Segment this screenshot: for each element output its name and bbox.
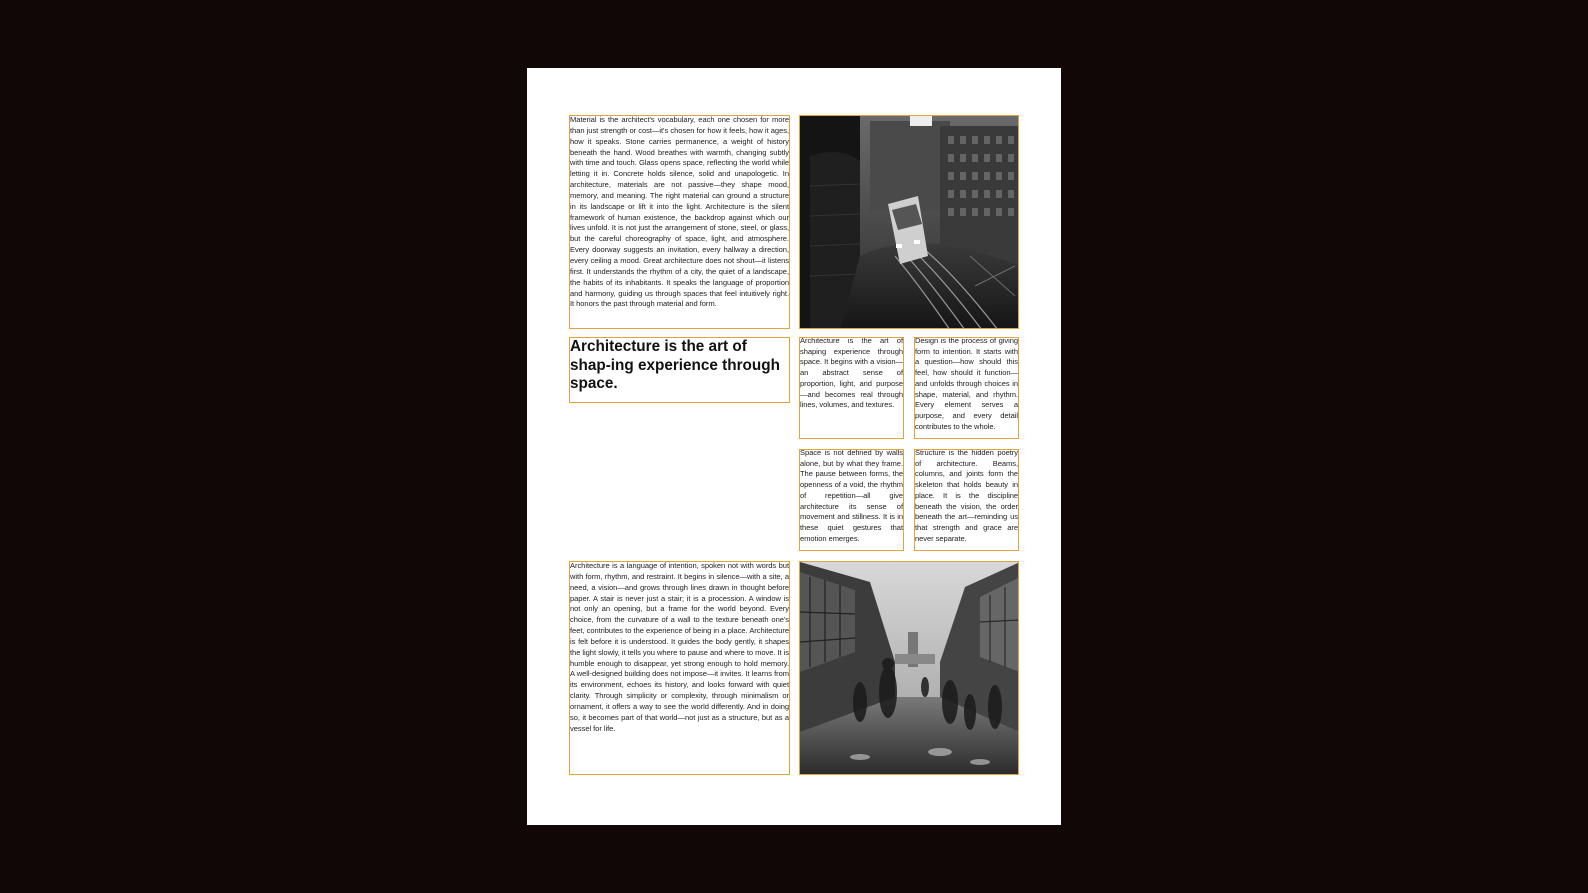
text-frame-material[interactable] — [569, 115, 790, 329]
text-frame-art[interactable] — [799, 337, 904, 439]
text-frame-space[interactable] — [799, 449, 904, 551]
structure-paragraph: Structure is the hidden poetry of architecture. Beams, columns, and joints form the skeleton that holds beauty in place. It is the discipline beneath the vision, the order beneath the art—reminding us that strength and grace are never separate. — [915, 449, 1018, 543]
material-paragraph: Material is the architect's vocabulary, each one chosen for more than just strength or cost—it's chosen for how it feels, how it ages, how it speaks. Stone carries permanence, a weight of history beneath the hand. Wood breathes with warmth, changing subtly with time and touch. Glass opens space, reflecting the world while letting it in. Concrete holds silence, solid and unapologetic. In architecture, materials are not passive—they shape mood, memory, and meaning. The right material can ground a structure in its landscape or lift it into the light. Architecture is the silent framework of human existence, the backdrop against which our lives unfold. It is not just the arrangement of stone, steel, or glass, but the careful choreography of space, light, and atmosphere. Every doorway suggests an invitation, every hallway a direction, every ceiling a mood. Great architecture does not shout—it listens first. It understands the rhythm of a city, the quiet of a landscape, the habits of its inhabitants. It speaks the language of proportion and harmony, guiding us through spaces that feel intuitively right. It honors the past through material and form. — [570, 115, 789, 309]
street-crowd-photo — [800, 562, 1019, 775]
headline-frame[interactable] — [569, 337, 790, 403]
image-frame-street[interactable] — [799, 561, 1019, 775]
art-paragraph: Architecture is the art of shaping experience through space. It begins with a vision—an abstract sense of proportion, light, and purpose—and becomes real through lines, volumes, and textures. — [800, 337, 903, 410]
space-paragraph: Space is not defined by walls alone, but by what they frame. The pause between forms, the openness of a void, the rhythm of repetition—all give architecture its sense of movement and stillness. It is in these quiet gestures that emotion emerges. — [800, 449, 903, 543]
document-page — [527, 68, 1061, 825]
text-frame-design[interactable] — [914, 337, 1019, 439]
text-frame-language[interactable] — [569, 561, 790, 775]
image-frame-train[interactable] — [799, 115, 1019, 329]
text-frame-structure[interactable] — [914, 449, 1019, 551]
design-paragraph: Design is the process of giving form to intention. It starts with a question—how should this feel, how should it function—and unfolds through choices in shape, material, and rhythm. Every element serves a purpose, and every detail contributes to the whole. — [915, 337, 1018, 431]
language-paragraph: Architecture is a language of intention, spoken not with words but with form, rhythm, and restraint. It begins in silence—with a site, a need, a vision—and grows through lines drawn in thought before paper. A stair is never just a stair; it is a procession. A window is not only an opening, but a frame for the world beyond. Every choice, from the curvature of a wall to the texture beneath one's feet, contributes to the experience of being in a place. Architecture is felt before it is understood. It guides the body gently, it shapes the light slowly, it tells you where to pause and where to move. It is humble enough to disappear, yet strong enough to hold memory. A well-designed building does not impose—it invites. It learns from its environment, echoes its history, and looks forward with quiet clarity. Through simplicity or complexity, through minimalism or ornament, it offers a way to see the world differently. And in doing so, it becomes part of that world—not just as a structure, but as a vessel for life. — [570, 561, 789, 733]
elevated-train-photo — [800, 116, 1019, 329]
headline: Architecture is the art of shap-ing experience through space. — [570, 338, 780, 393]
